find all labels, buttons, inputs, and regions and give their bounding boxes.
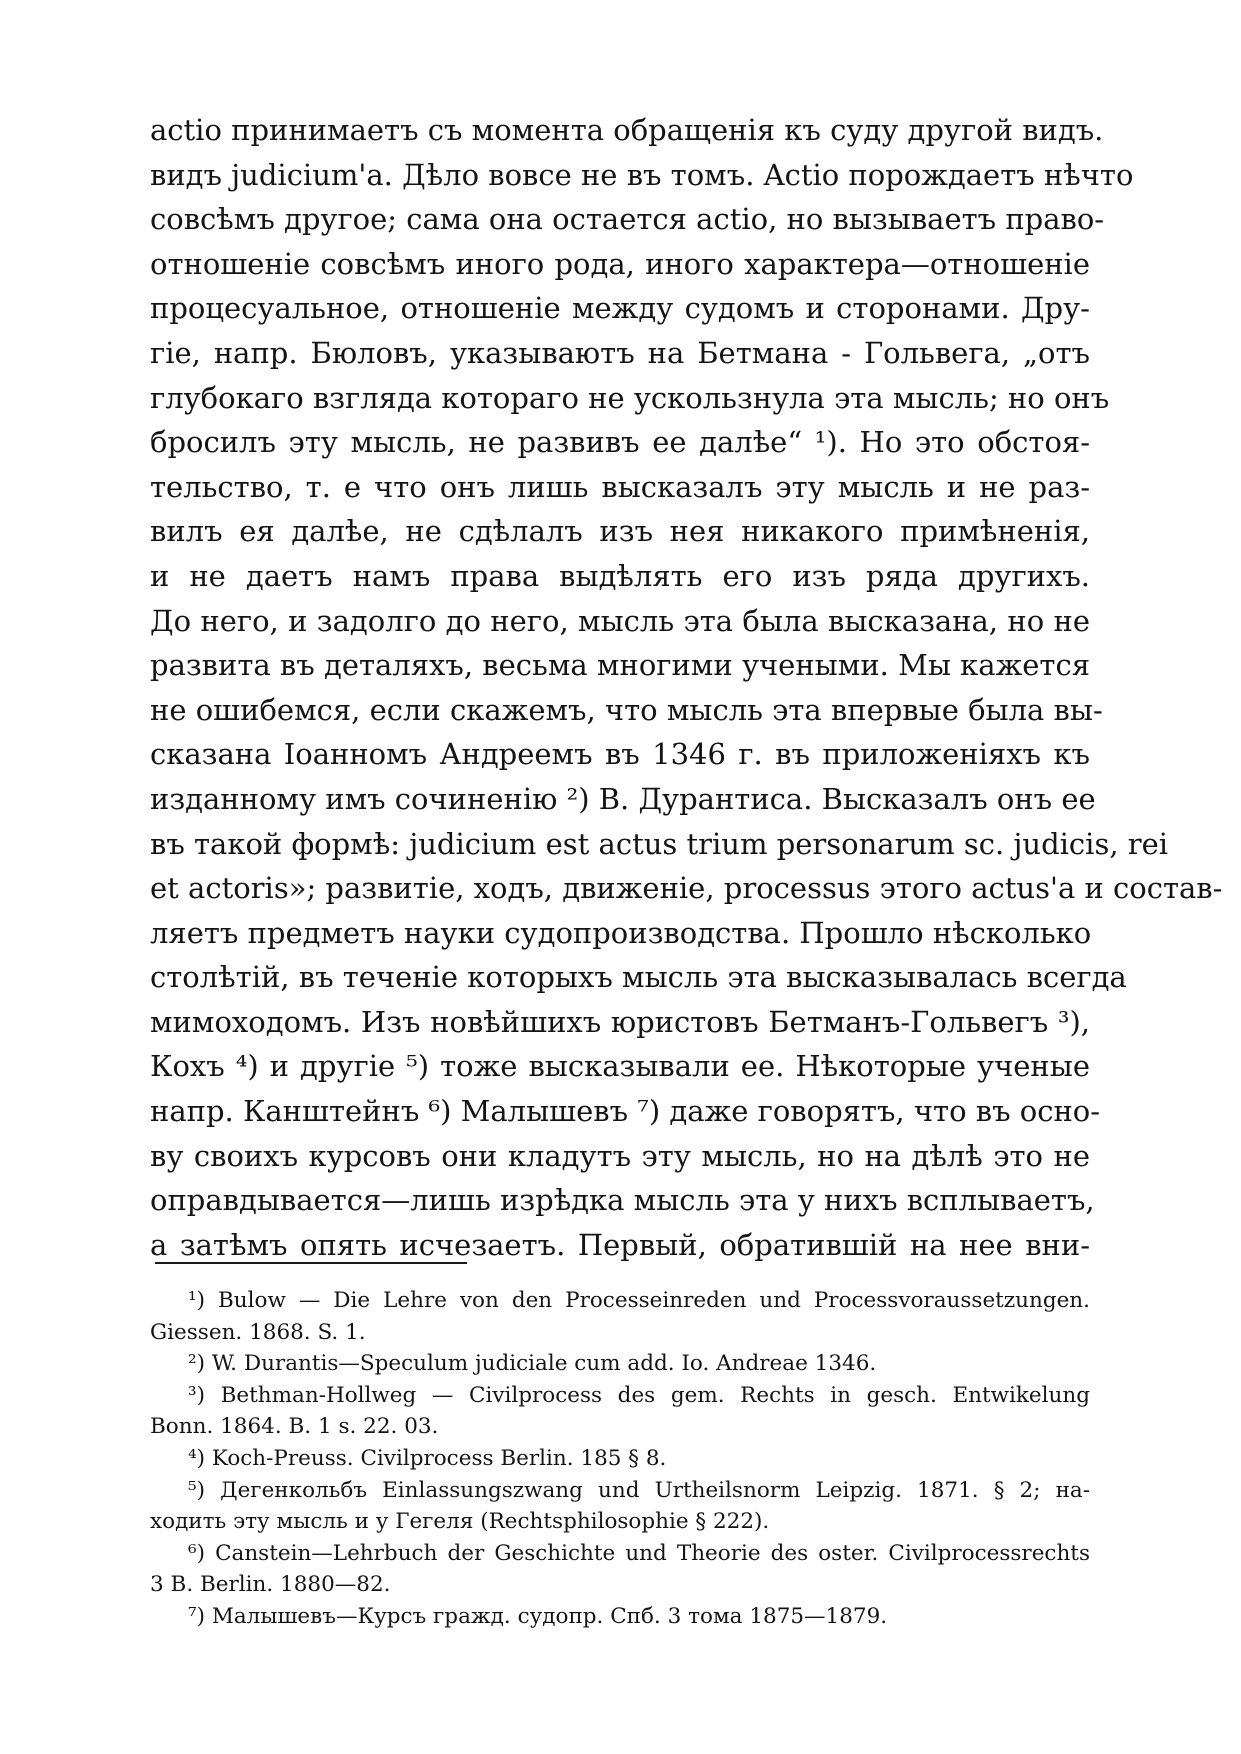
text-line: оправдывается—лишь изрѣдка мысль эта у нихъ всплываетъ, (150, 1183, 1095, 1218)
footnotes-block (150, 1285, 1090, 1633)
text-line: развита въ деталяхъ, весьма многими учеными. Мы кажется (150, 648, 1090, 683)
footnote-line: 3 B. Berlin. 1880—82. (150, 1572, 391, 1598)
footnote-line: ходить эту мысль и у Гегеля (Rechtsphilosophie § 222). (150, 1509, 770, 1535)
footnote-line: Bonn. 1864. B. 1 s. 22. 03. (150, 1414, 439, 1440)
main-text-block (150, 108, 1223, 1267)
footnote-line: Giessen. 1868. S. 1. (150, 1319, 366, 1345)
footnote-line: ⁴) Koch-Preuss. Civilprocess Berlin. 185 § 8. (188, 1445, 667, 1471)
text-line: мимоходомъ. Изъ новѣйшихъ юристовъ Бетманъ-Гольвегъ ³), (150, 1004, 1090, 1039)
text-line: отношеніе совсѣмъ иного рода, иного характера—отношеніе (150, 246, 1090, 281)
text-line: До него, и задолго до него, мысль эта была высказана, но не (150, 603, 1090, 638)
text-line: глубокаго взгляда котораго не ускользнула эта мысль; но онъ (150, 380, 1110, 415)
text-line: процесуальное, отношеніе между судомъ и сторонами. Дру- (150, 291, 1090, 326)
text-line: не ошибемся, если скажемъ, что мысль эта впервые была вы- (150, 692, 1103, 727)
text-line: сказана Іоанномъ Андреемъ въ 1346 г. въ приложеніяхъ къ (150, 737, 1090, 772)
text-line: тельство, т. е что онъ лишь высказалъ эту мысль и не раз- (150, 469, 1090, 504)
footnote-line: ¹) Bulow — Die Lehre von den Processeinreden und Processvoraussetzungen. (188, 1288, 1090, 1313)
text-line: бросилъ эту мысль, не развивъ ее далѣе“ ¹). Но это обстоя- (150, 425, 1090, 460)
footnote-line: ³) Bethman-Hollweg — Civilprocess des gem. Rechts in gesch. Entwikelung (188, 1382, 1090, 1408)
footnote-line: ⁶) Canstein—Lehrbuch der Geschichte und Theorie des oster. Civilprocessrechts (188, 1540, 1090, 1566)
text-line: въ такой формѣ: judicium est actus trium personarum sc. judicis, rei (150, 826, 1169, 861)
text-line: actio принимаетъ съ момента обращенія къ суду другой видъ. (150, 113, 1104, 147)
text-line: и не даетъ намъ права выдѣлять его изъ ряда другихъ. (150, 558, 1090, 593)
text-line: видъ judicium'а. Дѣло вовсе не въ томъ. Actio порождаетъ нѣчто (150, 157, 1134, 192)
text-line: изданному имъ сочиненію ²) В. Дурантиса. Высказалъ онъ ее (150, 781, 1096, 816)
text-line: напр. Канштейнъ ⁶) Малышевъ ⁷) даже говорятъ, что въ осно- (150, 1094, 1101, 1129)
text-line: et actoris»; развитіе, ходъ, движеніе, processus этого actus'а и состав- (150, 871, 1223, 906)
text-line: гіе, напр. Бюловъ, указываютъ на Бетмана - Гольвега, „отъ (150, 335, 1090, 370)
text-line: столѣтій, въ теченіе которыхъ мысль эта высказывалась всегда (150, 960, 1127, 995)
text-line: ву своихъ курсовъ они кладутъ эту мысль, но на дѣлѣ это не (150, 1138, 1090, 1173)
text-line: Кохъ ⁴) и другіе ⁵) тоже высказывали ее. Нѣкоторые ученые (150, 1049, 1090, 1084)
footnote-line: ⁵) Дегенкольбъ Einlassungszwang und Urtheilsnorm Leipzig. 1871. § 2; на- (188, 1477, 1090, 1503)
footnote-line: ²) W. Durantis—Speculum judiciale cum add. Io. Andreae 1346. (188, 1351, 877, 1377)
text-line: совсѣмъ другое; сама она остается actio, но вызываетъ право- (150, 202, 1105, 237)
text-line: а затѣмъ опять исчезаетъ. Первый, обратившій на нее вни- (150, 1227, 1090, 1262)
text-line: ляетъ предметъ науки судопроизводства. Прошло нѣсколько (150, 915, 1092, 950)
text-line: вилъ ея далѣе, не сдѣлалъ изъ нея никакого примѣненія, (150, 514, 1090, 549)
footnote-separator-rule (155, 1262, 467, 1264)
footnote-line: ⁷) Малышевъ—Курсъ гражд. судопр. Спб. 3 тома 1875—1879. (188, 1603, 888, 1629)
